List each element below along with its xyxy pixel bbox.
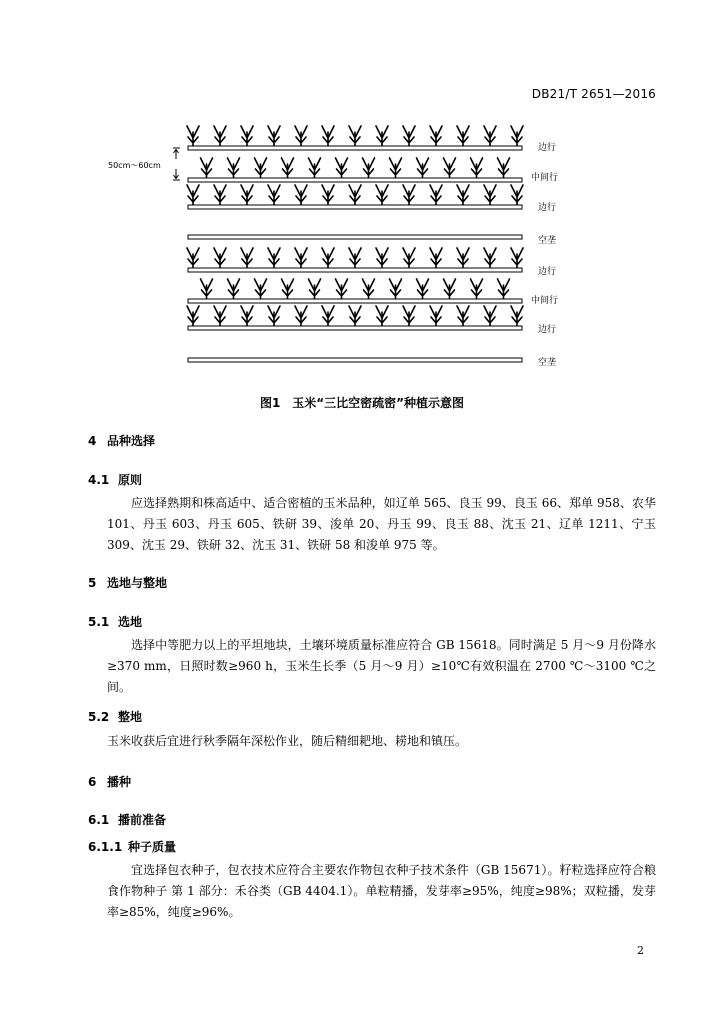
row-label: 边行 [538,203,557,213]
section-6-heading: 6 播种 [88,775,132,789]
row-bar [188,235,522,239]
row-bar [188,178,522,182]
corn-plant-icon [403,126,415,146]
row-label: 空垄 [538,236,557,246]
corn-plant-icon [457,185,469,205]
corn-plant-icon [403,306,415,326]
corn-plant-icon [349,185,361,205]
corn-plant-icon [214,306,226,326]
corn-plant-icon [241,126,253,146]
corn-plant-icon [336,158,348,178]
corn-plant-icon [187,306,199,326]
corn-plant-icon [417,279,429,299]
corn-plant-icon [228,279,240,299]
row-labels [531,141,558,368]
row-bar [188,205,522,209]
corn-plant-icon [430,185,442,205]
corn-plant-icon [349,126,361,146]
corn-plant-icon [309,158,321,178]
corn-plant-icon [484,248,496,268]
dimension-marks [173,148,180,180]
corn-plant-icon [376,306,388,326]
corn-plant-icon [403,248,415,268]
corn-plant-icon [309,279,321,299]
corn-plant-icon [282,279,294,299]
corn-plant-icon [363,158,375,178]
corn-plant-icon [430,248,442,268]
corn-plant-icon [471,279,483,299]
corn-plant-icon [363,279,375,299]
row-label: 中间行 [531,296,559,306]
corn-plant-icon [322,185,334,205]
document-code: DB21/T 2651—2016 [531,87,656,101]
corn-plant-icon [228,158,240,178]
corn-plant-icon [268,126,280,146]
corn-plant-icon [268,306,280,326]
corn-plant-icon [255,279,267,299]
row-bar [188,299,522,303]
corn-plant-icon [322,126,334,146]
section-4-heading: 4 品种选择 [88,434,156,448]
row-label: 边行 [538,143,557,153]
corn-plant-icon [201,158,213,178]
corn-plant-icon [268,248,280,268]
corn-plant-icon [471,158,483,178]
corn-plant-icon [457,248,469,268]
plant-rows [187,126,523,326]
corn-plant-icon [255,158,267,178]
row-label: 空垄 [538,358,557,368]
corn-plant-icon [498,158,510,178]
corn-plant-icon [214,185,226,205]
corn-plant-icon [349,248,361,268]
section-6-1-heading: 6.1 播前准备 [88,813,167,827]
corn-plant-icon [187,185,199,205]
corn-plant-icon [187,248,199,268]
row-label: 边行 [538,325,557,335]
corn-plant-icon [390,279,402,299]
corn-plant-icon [295,185,307,205]
corn-plant-icon [484,185,496,205]
corn-plant-icon [484,126,496,146]
section-6-1-1-heading: 6.1.1 种子质量 [88,840,177,854]
corn-plant-icon [201,279,213,299]
corn-plant-icon [511,185,523,205]
corn-plant-icon [417,158,429,178]
corn-plant-icon [403,185,415,205]
corn-plant-icon [457,126,469,146]
row-bar [188,146,522,150]
figure-caption: 图1 玉米“三比空密疏密”种植示意图 [259,396,465,410]
corn-plant-icon [457,306,469,326]
corn-plant-icon [322,248,334,268]
corn-plant-icon [295,306,307,326]
section-4-1-text: 应选择熟期和株高适中、适合密植的玉米品种，如辽单 565、良玉 99、良玉 66、郑单 958、农华 101、丹玉 603、丹玉 605、铁研 39、浚单 20、丹玉 99、良玉 88、沈玉 21、辽单 1211、宁玉 309、沈玉 29、铁研 32、沈玉 31、铁研 58 和浚单 975 等。 [107,496,656,552]
planting-diagram [0,0,724,380]
corn-plant-icon [498,279,510,299]
dimension-label: 50cm～60cm [108,161,161,170]
row-label: 边行 [538,267,557,277]
corn-plant-icon [444,279,456,299]
corn-plant-icon [295,126,307,146]
corn-plant-icon [268,185,280,205]
section-5-2-heading: 5.2 整地 [88,710,143,724]
corn-plant-icon [390,158,402,178]
corn-plant-icon [511,306,523,326]
row-label: 中间行 [531,173,559,183]
corn-plant-icon [241,306,253,326]
corn-plant-icon [295,248,307,268]
corn-plant-icon [430,126,442,146]
corn-plant-icon [282,158,294,178]
section-4-1-heading: 4.1 原则 [88,473,143,487]
corn-plant-icon [511,248,523,268]
corn-plant-icon [484,306,496,326]
corn-plant-icon [511,126,523,146]
corn-plant-icon [444,158,456,178]
corn-plant-icon [336,279,348,299]
corn-plant-icon [349,306,361,326]
section-5-heading: 5 选地与整地 [88,576,168,590]
corn-plant-icon [376,185,388,205]
corn-plant-icon [214,248,226,268]
corn-plant-icon [376,248,388,268]
corn-plant-icon [376,126,388,146]
corn-plant-icon [241,185,253,205]
section-5-1-text: 选择中等肥力以上的平坦地块，土壤环境质量标准应符合 GB 15618。同时满足 5 月～9 月份降水≥370 mm，日照时数≥960 h，玉米生长季（5 月～9 月）≥10℃有效积温在 2700 ℃～3100 ℃之间。 [107,638,656,694]
section-5-1-heading: 5.1 选地 [88,615,143,629]
corn-plant-icon [322,306,334,326]
row-bar [188,358,522,362]
section-5-2-text: 玉米收获后宜进行秋季隔年深松作业，随后精细耙地、耢地和镇压。 [107,734,468,748]
section-6-1-1-text: 宜选择包衣种子，包衣技术应符合主要农作物包衣种子技术条件（GB 15671）。籽粒选择应符合粮食作物种子 第 1 部分：禾谷类（GB 4404.1）。单粒精播，发芽率≥95%，纯度≥98%；双粒播，发芽率≥85%，纯度≥96%。 [107,863,656,919]
corn-plant-icon [430,306,442,326]
page-number: 2 [637,944,644,957]
corn-plant-icon [241,248,253,268]
row-bar [188,326,522,330]
corn-plant-icon [214,126,226,146]
corn-plant-icon [187,126,199,146]
row-bar [188,268,522,272]
